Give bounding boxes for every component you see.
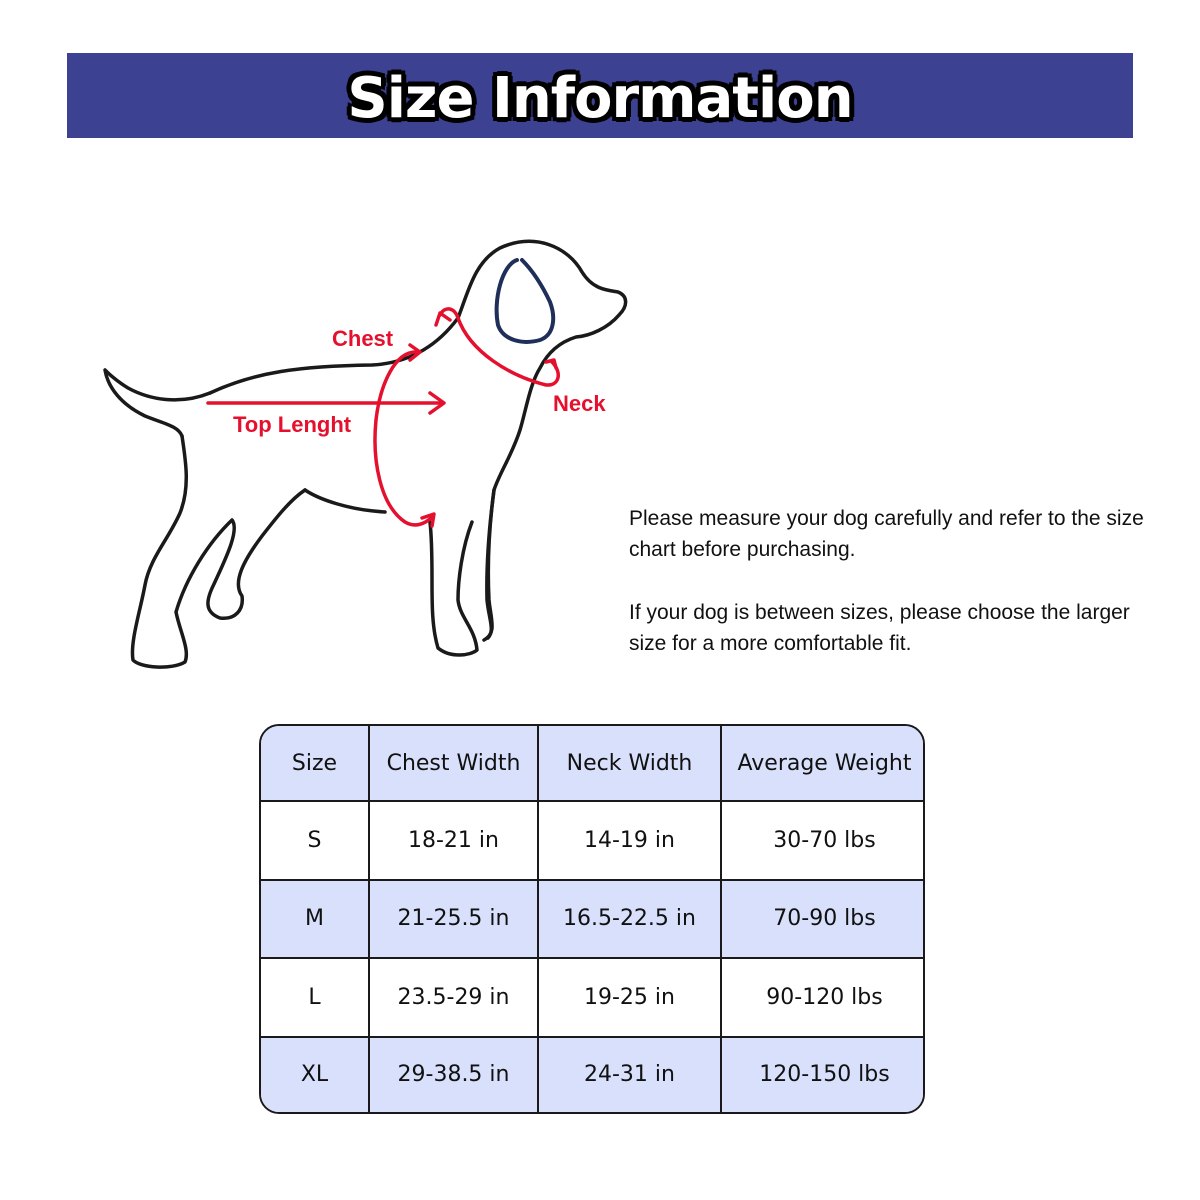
neck-label: Neck bbox=[553, 391, 606, 416]
table-row bbox=[261, 1037, 925, 1112]
measuring-notes bbox=[629, 503, 1159, 691]
column-header-size: Size bbox=[261, 726, 369, 801]
chest-width-cell: 18-21 in bbox=[369, 801, 538, 879]
table-row bbox=[261, 880, 925, 958]
table-row bbox=[261, 801, 925, 879]
table-row bbox=[261, 958, 925, 1036]
average-weight-cell: 70-90 lbs bbox=[721, 880, 925, 958]
column-header-average-weight: Average Weight bbox=[721, 726, 925, 801]
column-header-chest-width: Chest Width bbox=[369, 726, 538, 801]
average-weight-cell: 120-150 lbs bbox=[759, 1062, 890, 1088]
top-length-label: Top Lenght bbox=[233, 412, 352, 437]
average-weight-cell: 90-120 lbs bbox=[721, 958, 925, 1036]
neck-width-cell: 19-25 in bbox=[538, 958, 721, 1036]
chest-width-cell: 21-25.5 in bbox=[369, 880, 538, 958]
size-cell: S bbox=[261, 801, 369, 879]
page-title: Size Information bbox=[347, 66, 853, 131]
size-chart-table bbox=[259, 724, 925, 1114]
column-header-neck-width: Neck Width bbox=[538, 726, 721, 801]
chest-width-cell: 23.5-29 in bbox=[369, 958, 538, 1036]
size-cell: L bbox=[261, 958, 369, 1036]
note-measure: Please measure your dog carefully and refer to the size chart before purchasing. bbox=[629, 507, 1144, 561]
neck-width-cell: 24-31 in bbox=[538, 1037, 721, 1112]
average-weight-cell: 30-70 lbs bbox=[721, 801, 925, 879]
size-cell: XL bbox=[261, 1037, 369, 1112]
ear-icon bbox=[497, 260, 554, 342]
size-cell: M bbox=[261, 880, 369, 958]
note-between-sizes: If your dog is between sizes, please choose the larger size for a more comfortable fit. bbox=[629, 601, 1130, 655]
table-header-row bbox=[261, 726, 925, 801]
chest-width-cell: 29-38.5 in bbox=[369, 1037, 538, 1112]
neck-width-cell: 14-19 in bbox=[538, 801, 721, 879]
neck-width-cell: 16.5-22.5 in bbox=[538, 880, 721, 958]
dog-outline bbox=[105, 241, 626, 667]
chest-label: Chest bbox=[332, 326, 394, 351]
